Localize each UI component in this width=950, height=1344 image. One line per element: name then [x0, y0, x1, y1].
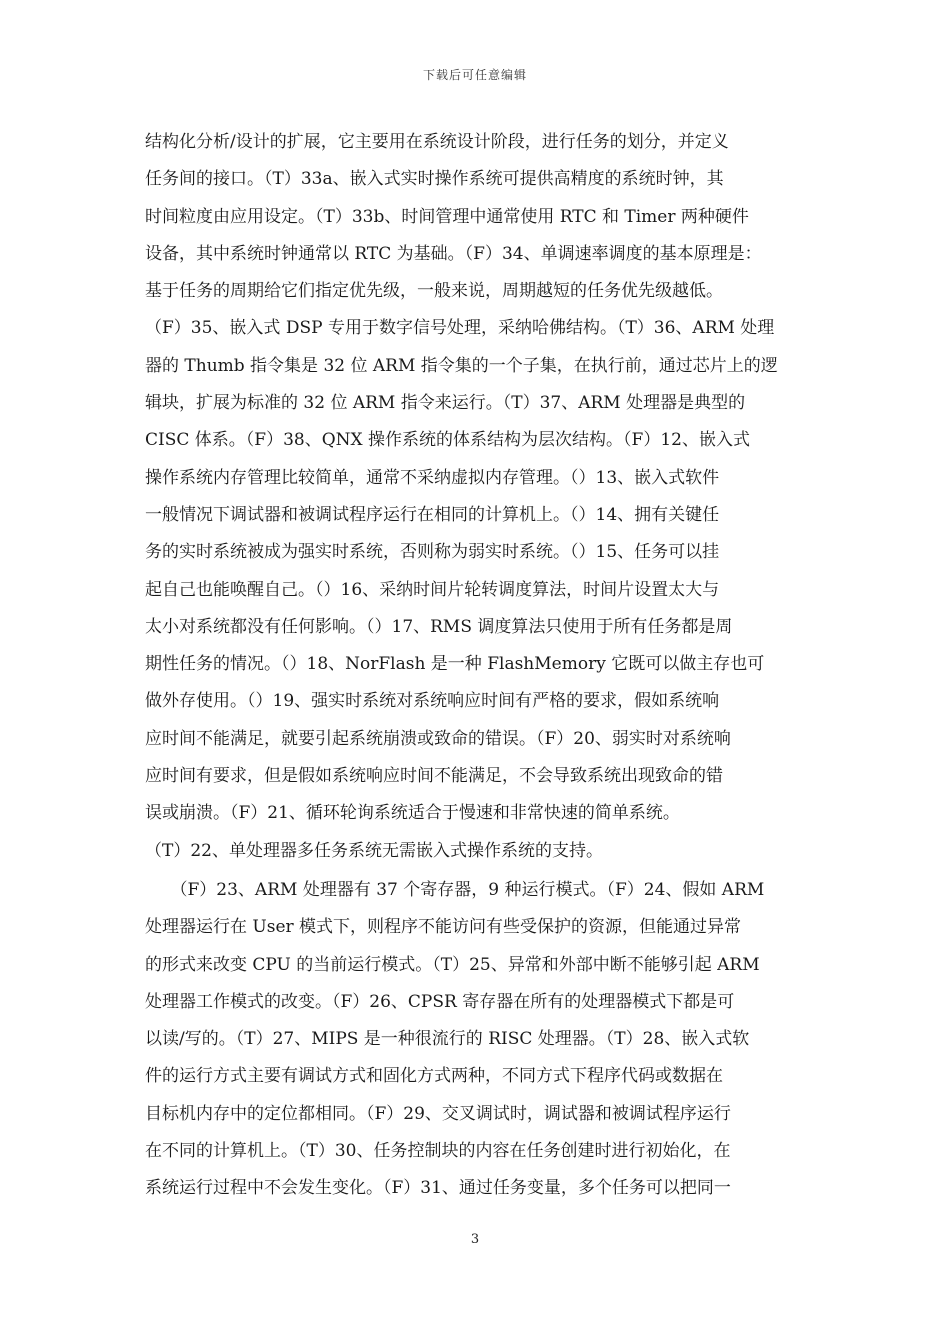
text-line: 基于任务的周期给它们指定优先级，一般来说，周期越短的任务优先级越低。: [145, 281, 723, 302]
text-line: 的形式来改变 CPU 的当前运行模式。（T）25、异常和外部中断不能够引起 ARM: [145, 954, 760, 975]
text-line: 目标机内存中的定位都相同。（F）29、交叉调试时，调试器和被调试程序运行: [145, 1103, 731, 1124]
text-line: 系统运行过程中不会发生变化。（F）31、通过任务变量，多个任务可以把同一: [145, 1178, 731, 1199]
text-line: 太小对系统都没有任何影响。（）17、RMS 调度算法只使用于所有任务都是周: [145, 616, 733, 637]
page-number: 3: [470, 1232, 480, 1247]
text-line: CISC 体系。（F）38、QNX 操作系统的体系结构为层次结构。（F）12、嵌入式: [145, 430, 750, 451]
text-line: 一般情况下调试器和被调试程序运行在相同的计算机上。（）14、拥有关键任: [145, 504, 720, 525]
text-line: （T）22、单处理器多任务系统无需嵌入式操作系统的支持。: [145, 840, 603, 861]
text-line: 做外存使用。（）19、强实时系统对系统响应时间有严格的要求，假如系统响: [145, 691, 720, 712]
text-line: 件的运行方式主要有调试方式和固化方式两种，不同方式下程序代码或数据在: [145, 1066, 723, 1087]
text-line: 时间粒度由应用设定。（T）33b、时间管理中通常使用 RTC 和 Timer 两种硬件: [145, 206, 749, 227]
text-line: 器的 Thumb 指令集是 32 位 ARM 指令集的一个子集，在执行前，通过芯片上的逻: [145, 355, 778, 376]
page-header: 下载后可任意编辑: [422, 68, 527, 82]
text-line: 任务间的接口。（T）33a、嵌入式实时操作系统可提供高精度的系统时钟，其: [145, 169, 724, 190]
text-line: 误或崩溃。（F）21、循环轮询系统适合于慢速和非常快速的简单系统。: [145, 803, 680, 824]
text-line: 应时间有要求，但是假如系统响应时间不能满足，不会导致系统出现致命的错: [145, 766, 723, 787]
text-line: 处理器运行在 User 模式下，则程序不能访问有些受保护的资源，但能通过异常: [145, 917, 742, 938]
text-line: 起自己也能唤醒自己。（）16、采纳时间片轮转调度算法，时间片设置太大与: [145, 579, 720, 600]
text-line: 期性任务的情况。（）18、NorFlash 是一种 FlashMemory 它既可以做主存也可: [145, 654, 765, 675]
paragraph-start-line: （F）23、ARM 处理器有 37 个寄存器，9 种运行模式。（F）24、假如 ARM: [145, 879, 765, 900]
text-line: 务的实时系统被成为强实时系统，否则称为弱实时系统。（）15、任务可以挂: [145, 542, 720, 563]
text-line: 在不同的计算机上。（T）30、任务控制块的内容在任务创建时进行初始化，在: [145, 1141, 731, 1162]
document-body: [145, 124, 807, 1208]
text-line: 以读/写的。（T）27、MIPS 是一种很流行的 RISC 处理器。（T）28、嵌入式软: [145, 1029, 750, 1050]
text-line: 结构化分析/设计的扩展，它主要用在系统设计阶段，进行任务的划分，并定义: [145, 132, 729, 152]
text-line: 处理器工作模式的改变。（F）26、CPSR 寄存器在所有的处理器模式下都是可: [145, 991, 735, 1012]
text-line: 应时间不能满足，就要引起系统崩溃或致命的错误。（F）20、弱实时对系统响: [145, 728, 731, 749]
text-line: 设备，其中系统时钟通常以 RTC 为基础。（F）34、单调速率调度的基本原理是：: [145, 243, 762, 264]
text-line: （F）35、嵌入式 DSP 专用于数字信号处理，采纳哈佛结构。（T）36、ARM 处理: [145, 318, 775, 339]
text-line: 辑块，扩展为标准的 32 位 ARM 指令来运行。（T）37、ARM 处理器是典型的: [145, 393, 746, 414]
text-line: 操作系统内存管理比较简单，通常不采纳虚拟内存管理。（）13、嵌入式软件: [145, 467, 720, 488]
